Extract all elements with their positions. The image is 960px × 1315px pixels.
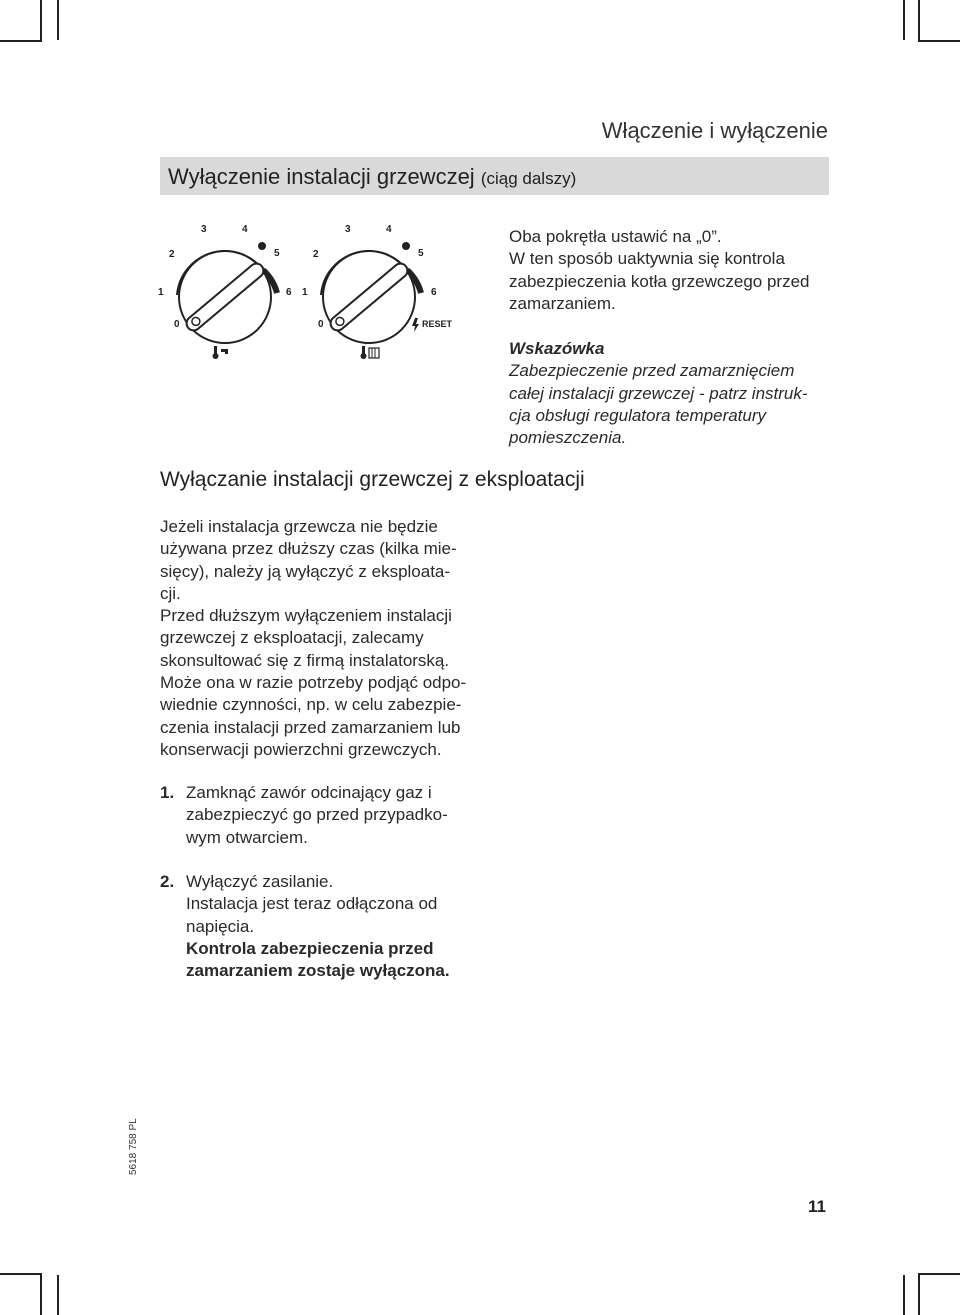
dial-mark: 1 [302, 287, 308, 298]
dial-mark: 0 [318, 319, 324, 330]
step-number: 1. [160, 783, 175, 802]
step-text [186, 871, 486, 982]
dial-mark: 3 [345, 224, 351, 235]
crop-mark [57, 1275, 59, 1315]
dial-right [302, 224, 453, 343]
note-body [509, 360, 829, 449]
text-line: Wyłączyć zasilanie. [186, 872, 334, 891]
text-line: cji. [160, 583, 181, 603]
crop-mark [918, 0, 920, 40]
subsection-heading: Wyłączanie instalacji grzewczej z eksploatacji [160, 468, 585, 491]
text-line-bold: Kontrola zabezpieczenia przed [186, 938, 434, 958]
dial-mark: 3 [201, 224, 207, 235]
text-line: Instalacja jest teraz odłączona od [186, 894, 438, 914]
text-line: pomieszczenia. [509, 428, 627, 448]
text-line: grzewczej z eksploatacji, zalecamy [160, 628, 424, 648]
crop-mark [0, 1273, 42, 1275]
text-line: Zabezpieczenie przed zamarznięciem [509, 361, 795, 381]
text-line: czenia instalacji przed zamarzaniem lub [160, 717, 461, 737]
dial-mark: 4 [386, 224, 392, 235]
thermometer-radiator-icon [361, 346, 380, 359]
step-number: 2. [160, 872, 175, 891]
text-line: zabezpieczenia kotła grzewczego przed [509, 271, 810, 291]
thermometer-tap-icon [213, 346, 229, 359]
instruction-paragraph [509, 226, 829, 315]
reset-lightning-icon [412, 318, 419, 332]
left-column-paragraph [160, 516, 480, 761]
text-line: Oba pokrętła ustawić na „0”. [509, 227, 722, 246]
reset-label: RESET [422, 319, 453, 329]
dial-mark: 5 [418, 248, 424, 259]
text-line: napięcia. [186, 916, 255, 936]
text-line: używana przez dłuższy czas (kilka mie- [160, 539, 457, 559]
text-line-bold: zamarzaniem zostaje wyłączona. [186, 961, 450, 981]
text-line: konserwacji powierzchni grzewczych. [160, 739, 442, 759]
dial-mark: 2 [169, 249, 175, 260]
crop-mark [903, 1275, 905, 1315]
crop-mark [918, 1275, 920, 1315]
crop-mark [0, 40, 42, 42]
text-line: zabezpieczyć go przed przypadko- [186, 805, 448, 825]
dial-mark: 5 [274, 248, 280, 259]
crop-mark [918, 40, 960, 42]
text-line: Zamknąć zawór odcinający gaz i [186, 783, 432, 802]
crop-mark [57, 0, 59, 40]
note-title: Wskazówka [509, 339, 605, 359]
step-text [186, 782, 486, 849]
text-line: skonsultować się z firmą instalatorską. [160, 650, 450, 670]
chapter-header: Włączenie i wyłączenie [601, 118, 828, 143]
text-line: Przed dłuższym wyłączeniem instalacji [160, 606, 452, 626]
text-line: całej instalacji grzewczej - patrz instruk- [509, 383, 808, 403]
text-line: W ten sposób uaktywnia się kontrola [509, 249, 785, 269]
section-title [168, 164, 576, 190]
dial-mark: 1 [158, 287, 164, 298]
dial-mark: 2 [313, 249, 319, 260]
text-line: cja obsługi regulatora temperatury [509, 406, 767, 426]
dial-mark: 6 [286, 287, 292, 298]
text-line: wym otwarciem. [186, 827, 308, 847]
crop-mark [40, 0, 42, 40]
crop-mark [918, 1273, 960, 1275]
text-line: Jeżeli instalacja grzewcza nie będzie [160, 517, 438, 536]
document-code: 5618 758 PL [128, 1118, 139, 1175]
text-line: sięcy), należy ją wyłączyć z eksploata- [160, 561, 451, 581]
controls-figure [150, 215, 460, 365]
text-line: wiednie czynności, np. w celu zabezpie- [160, 695, 462, 715]
text-line: zamarzaniem. [509, 293, 616, 313]
section-bar [160, 157, 829, 195]
dial-mark: 4 [242, 224, 248, 235]
page-number: 11 [808, 1197, 826, 1216]
section-title-main: Wyłączenie instalacji grzewczej [168, 164, 475, 189]
dial-left [158, 224, 292, 343]
text-line: Może ona w razie potrzeby podjąć odpo- [160, 673, 467, 693]
section-title-suffix: (ciąg dalszy) [480, 169, 577, 188]
crop-mark [903, 0, 905, 40]
dial-mark: 6 [431, 287, 437, 298]
dial-mark: 0 [174, 319, 180, 330]
right-column [509, 226, 829, 450]
crop-mark [40, 1275, 42, 1315]
